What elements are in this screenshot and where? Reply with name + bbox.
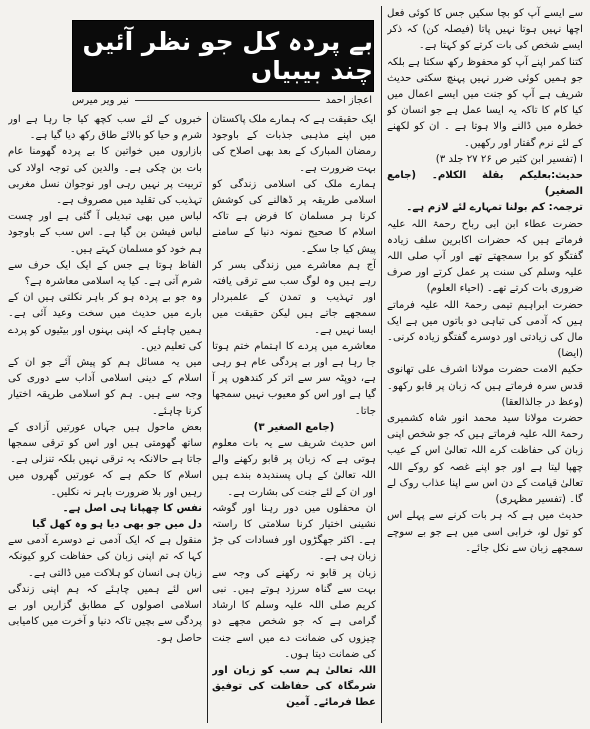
byline — [72, 92, 372, 108]
byline-rule — [135, 100, 320, 101]
paragraph: لباس میں بھی تبدیلی آ گئی ہے اور چست لباس فیشن بن گیا ہے۔ اس سب کے باوجود ہم خود کو مسلمان کہتے ہیں۔ — [8, 211, 202, 255]
headline-banner — [72, 20, 374, 92]
paragraph: ا (تفسیر ابن کثیر ص ۲۶ ۲۷ جلد ۳) — [435, 153, 583, 165]
paragraph: بازاروں میں خواتین کا بے پردہ گھومنا عام بات بن چکی ہے۔ والدین کی توجہ اولاد کی تربیت پر نہیں رہی اور نوجوان نسل مغربی تہذیب کی تقلید میں مصروف ہے۔ — [8, 146, 202, 207]
paragraph: اسلام کا حکم ہے کہ عورتیں گھروں میں رہیں اور بلا ضرورت باہر نہ نکلیں۔ — [8, 470, 202, 498]
paragraph: منقول ہے کہ ایک آدمی نے دوسرے آدمی سے کہا کہ تم اپنی زبان کی حفاظت کرو کیونکہ زبان ہی انسان کو ہلاکت میں ڈالتی ہے۔ — [8, 535, 202, 579]
paragraph: الفاظ ہوتا ہے جس کے ایک ایک حرف سے شرم آتی ہے۔ کیا یہ اسلامی معاشرہ ہے؟ — [8, 259, 202, 288]
paragraph: زبان پر قابو نہ رکھنے کی وجہ سے بہت سے گناہ سرزد ہوتے ہیں۔ نبی کریم صلی اللہ علیہ وسلم کا ارشاد گرامی ہے کہ جو شخص مجھے دو چیزوں کی ضمانت دے میں اسے جنت کی ضمانت دیتا ہوں۔ — [212, 567, 376, 660]
paragraph: حدیث میں ہے کہ ہر بات کرنے سے پہلے اس کو تول لو، خرابی اسی میں ہے جو بے سوچے سمجھے زبان سے نکل جائے۔ — [387, 510, 583, 554]
paragraph: اللہ تعالیٰ ہم سب کو زبان اور شرمگاہ کی حفاظت کی توفیق عطا فرمائے۔ آمین — [212, 664, 376, 709]
byline-place: نیر ویر میرس — [72, 94, 129, 106]
paragraph: حضرت مولانا سید محمد انور شاہ کشمیری رحمۃ اللہ علیہ فرماتے ہیں کہ جو شخص اپنی زبان کی حفاظت کرے اللہ تعالیٰ اس کے عیب چھپا لیتا ہے اور جو اپنے غصہ کو روکے اللہ تعالیٰ قیامت کے دن اس سے اپنا عذاب روک لے گا۔ (تفسیر مظہری) — [387, 413, 583, 506]
paragraph: حضرت ابراہیم تیمی رحمۃ اللہ علیہ فرماتے ہیں کہ آدمی کی تباہی دو باتوں میں ہے ایک مال کی زیادتی اور دوسرے گفتگو زیادہ کرنی۔ (ایضا) — [387, 299, 583, 360]
paragraph: معاشرے میں پردے کا اہتمام ختم ہوتا جا رہا ہے اور بے پردگی عام ہو رہی ہے، دوپٹہ سر سے اتر کر کندھوں پر آ گیا ہے اور اس کو معیوب نہیں سمجھا جاتا۔ — [212, 340, 376, 417]
paragraph: وہ جو بے پردہ ہو کر باہر نکلتی ہیں ان کے بارے میں حدیث میں سخت وعید آئی ہے۔ ہمیں چاہئے کہ اپنی بہنوں اور بیٹیوں کو پردے کی تعلیم دیں۔ — [8, 292, 202, 352]
paragraph: نفس کا چھپانا ہی اصل ہے۔ — [62, 502, 202, 514]
column-left — [8, 112, 202, 723]
column-right — [387, 6, 583, 723]
paragraph: دل میں جو بھی دیا ہو وہ کھل گیا — [32, 519, 202, 531]
paragraph: ترجمہ: کم بولنا تمہارے لئے لازم ہے۔ — [406, 202, 583, 214]
paragraph: (جامع الصغیر ۳) — [253, 421, 335, 433]
paragraph: حکیم الامت حضرت مولانا اشرف علی تھانوی قدس سرہ فرماتے ہیں کہ زبان پر قابو رکھو۔ (وعظ در جالذالعقا) — [387, 364, 583, 408]
paragraph: اس حدیث شریف سے یہ بات معلوم ہوتی ہے کہ زبان پر قابو رکھنے والے اللہ تعالیٰ کے ہاں پسندیدہ بندے ہیں اور ان کے لئے جنت کی بشارت ہے۔ — [212, 438, 376, 498]
paragraph: خبروں کے لئے سب کچھ کیا جا رہا ہے اور شرم و حیا کو بالائے طاق رکھ دیا گیا ہے۔ — [8, 114, 202, 142]
paragraph: اس لئے ہمیں چاہئے کہ ہم اپنی زندگی اسلامی اصولوں کے مطابق گزاریں اور بے پردگی سے بچیں تاکہ دنیا و آخرت میں کامیابی حاصل ہو۔ — [8, 583, 202, 644]
paragraph: سے ایسے آپ کو بچا سکیں جس کا کوئی فعل اچھا نہیں ہوتا نہیں پاتا (فیصلہ کن) کہ ذکر ایسے شخص کی بات کرتے کو کہتا ہے۔ — [387, 8, 583, 52]
paragraph: ان محفلوں میں دور رہنا اور گوشہ نشینی اختیار کرنا سلامتی کا راستہ ہے۔ اکثر جھگڑوں اور فسادات کی جڑ زبان ہی ہے۔ — [212, 502, 376, 563]
headline: بے پردہ کل جو نظر آئیں چند بیبیاں — [82, 27, 373, 85]
paragraph: حدیث:بعلیکم بقلة الکلام۔ (جامع الصغیر) — [387, 170, 583, 198]
column-middle — [212, 112, 376, 723]
paragraph: بعض ماحول ہیں جہاں عورتیں آزادی کے ساتھ گھومتی ہیں اور اس کو ترقی سمجھا جاتا ہے حالانکہ یہ ترقی نہیں بلکہ تنزلی ہے۔ — [8, 421, 202, 466]
column-divider-left — [207, 112, 208, 723]
paragraph: کتنا کمر اپنے آپ کو محفوظ رکھ سکتا ہے بلکہ جو ہمیں کوئی ضرر نہیں پہنچ سکتی حدیث شریف ہے آپ کو جنت میں ایسے اعمال میں کیا کام کا تاکہ یہ ایسا عمل ہے جو انسان کو خطرہ میں ڈالنے والا ہوتا ہے ۔ ان کو لکھنے کے لئے نرم گفتار اور رکھیں۔ — [387, 56, 583, 149]
paragraph: ہمارے ملک کی اسلامی زندگی کو اسلامی طریقہ پر ڈھالنے کی کوشش کرنا ہر مسلمان کا فرض ہے تاکہ اسلام کا صحیح نمونہ دنیا کے سامنے پیش کیا جا سکے۔ — [212, 178, 376, 255]
paragraph: میں یہ مسائل ہم کو پیش آئے جو ان کے اسلام کے دینی اسلامی آداب سے دوری کی وجہ سے ہیں۔ ہم کو اسلامی طریقہ اختیار کرنا چاہئے۔ — [8, 357, 202, 417]
paragraph: آج ہم معاشرے میں زندگی بسر کر رہے ہیں وہ لوگ سب سے ترقی یافتہ اور تہذیب و تمدن کے علمبردار سمجھے جاتے ہیں لیکن حقیقت میں ایسا نہیں ہے۔ — [212, 259, 376, 336]
paragraph: ایک حقیقت ہے کہ ہمارے ملک پاکستان میں اپنے مذہبی جذبات کے باوجود رمضان المبارک کے بعد بھی اصلاح کی بہت ضرورت ہے۔ — [212, 114, 376, 174]
byline-author: اعجاز احمد — [325, 94, 372, 106]
column-divider-right — [381, 6, 382, 723]
paragraph: حضرت عطاء ابن ابی رباح رحمۃ اللہ علیہ فرماتے ہیں کہ حضرات اکابرین سلف زیادہ گفتگو کو برا سمجھتے تھے اور آپ صلی اللہ علیہ وسلم کی سنت پر عمل کرتے اور صرف ضروری بات کرتے تھے۔ (احیاء العلوم) — [387, 218, 583, 295]
